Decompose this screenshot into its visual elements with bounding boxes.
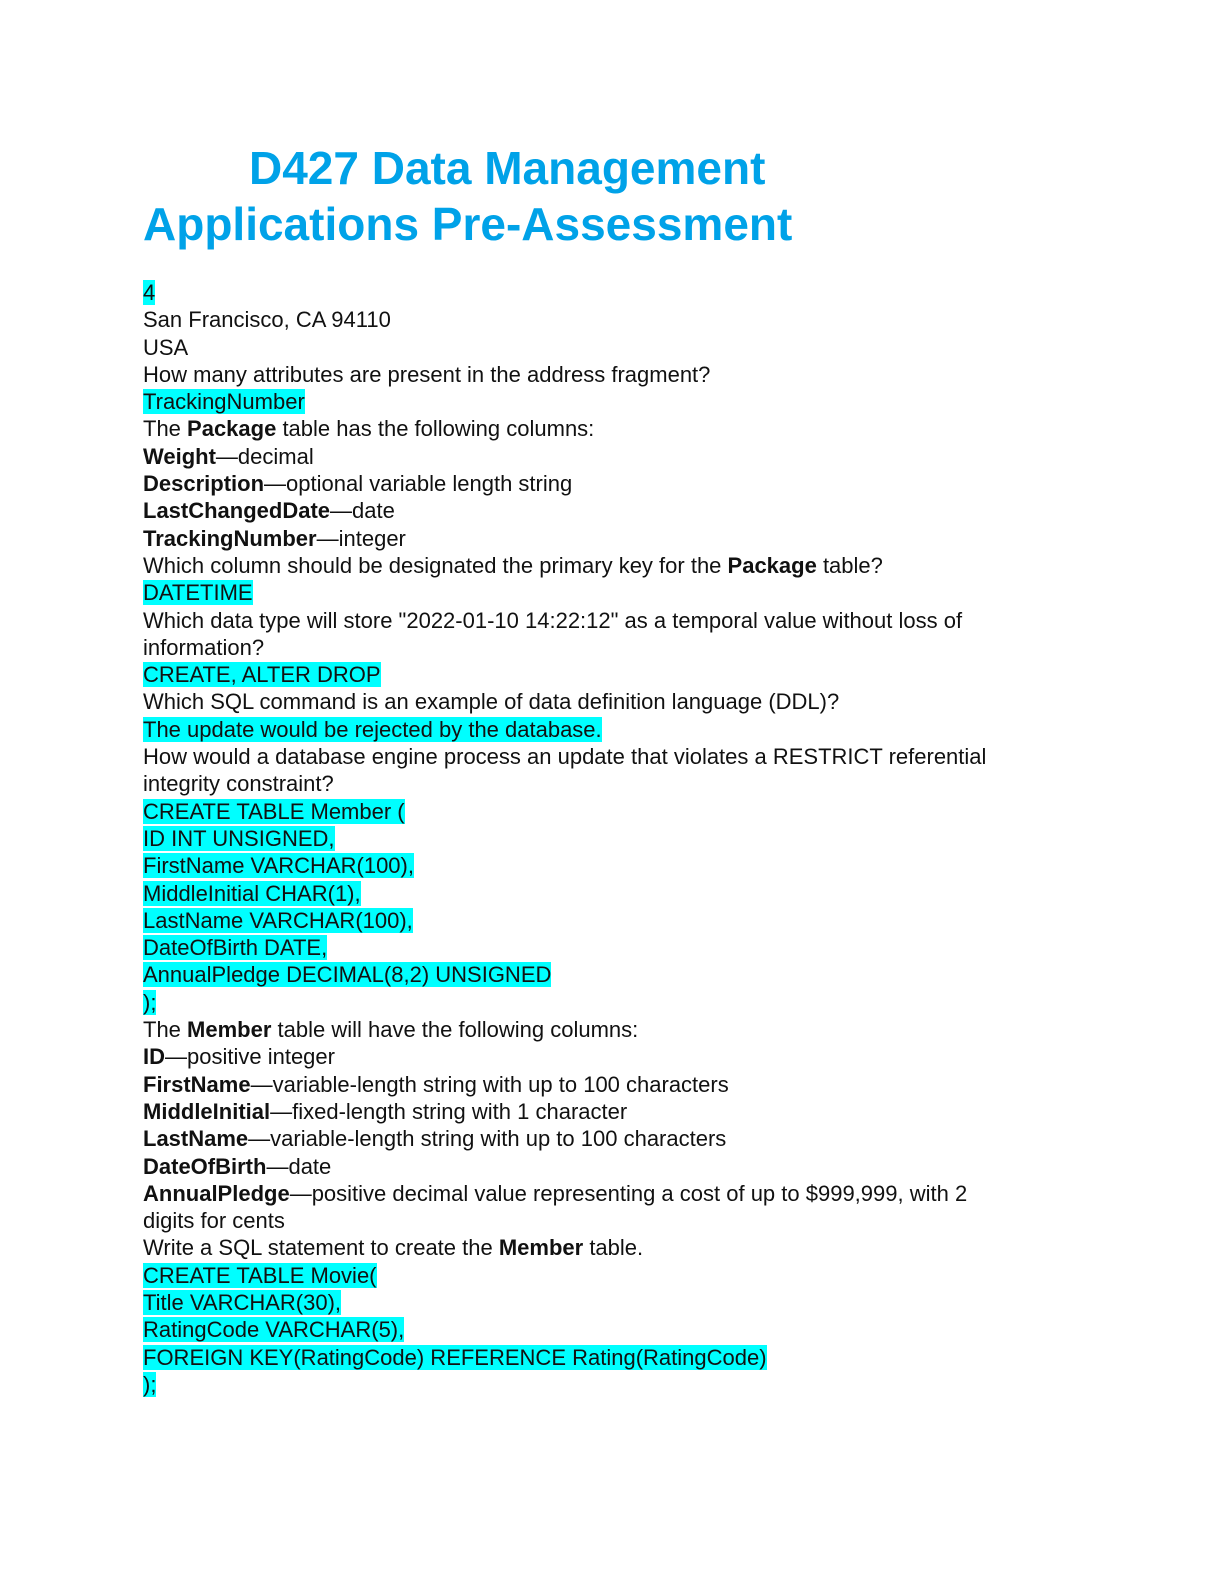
column-desc: —optional variable length string — [264, 471, 573, 497]
text-segment: table. — [583, 1235, 644, 1261]
highlighted-code: LastName VARCHAR(100), — [143, 907, 413, 933]
code-line — [143, 798, 1073, 825]
question-line: Which SQL command is an example of data definition language (DDL)? — [143, 689, 840, 715]
text-segment: table? — [816, 552, 883, 578]
text-segment: The — [143, 416, 188, 442]
column-desc: —fixed-length string with 1 character — [270, 1098, 628, 1124]
highlighted-code: ); — [143, 989, 157, 1015]
question-line: Which data type will store "2022-01-10 14:22:12" as a temporal value without loss of — [143, 607, 963, 633]
column-def — [143, 497, 1073, 524]
column-def — [143, 443, 1073, 470]
highlighted-answer: The update would be rejected by the database. — [143, 716, 602, 742]
column-name: ID — [143, 1044, 165, 1070]
highlighted-code: CREATE TABLE Movie( — [143, 1262, 377, 1288]
highlighted-code: AnnualPledge DECIMAL(8,2) UNSIGNED — [143, 962, 552, 988]
column-name: DateOfBirth — [143, 1153, 267, 1179]
column-def — [143, 1043, 1073, 1070]
question-line: information? — [143, 634, 265, 660]
question-line: How many attributes are present in the address fragment? — [143, 361, 711, 387]
document-body — [143, 279, 1073, 1398]
question-line: How would a database engine process an update that violates a RESTRICT referential — [143, 744, 987, 770]
text-segment: Which column should be designated the primary key for the — [143, 552, 728, 578]
column-def — [143, 1098, 1073, 1125]
column-desc: —date — [330, 498, 395, 524]
highlighted-code: FirstName VARCHAR(100), — [143, 853, 414, 879]
column-desc: —variable-length string with up to 100 characters — [248, 1126, 727, 1152]
text-segment: table has the following columns: — [276, 416, 595, 442]
table-name: Member — [187, 1017, 272, 1043]
table-name: Package — [187, 416, 277, 442]
text-line: digits for cents — [143, 1208, 285, 1234]
answer-line — [143, 579, 1073, 606]
code-line — [143, 825, 1073, 852]
column-def — [143, 470, 1073, 497]
text-line: USA — [143, 334, 189, 360]
code-line — [143, 907, 1073, 934]
column-def — [143, 1125, 1073, 1152]
column-name: Description — [143, 471, 265, 497]
column-def — [143, 1180, 1073, 1207]
highlighted-code: DateOfBirth DATE, — [143, 935, 328, 961]
code-line — [143, 852, 1073, 879]
highlighted-code: ); — [143, 1371, 157, 1397]
code-line — [143, 934, 1073, 961]
column-name: Weight — [143, 443, 216, 469]
column-name: LastName — [143, 1126, 249, 1152]
highlighted-code: ID INT UNSIGNED, — [143, 825, 335, 851]
column-desc: —positive decimal value representing a cost of up to $999,999, with 2 — [289, 1180, 968, 1206]
column-name: AnnualPledge — [143, 1180, 290, 1206]
highlighted-code: Title VARCHAR(30), — [143, 1289, 342, 1315]
highlighted-code: RatingCode VARCHAR(5), — [143, 1317, 405, 1343]
question-line — [143, 552, 1073, 579]
code-line — [143, 989, 1073, 1016]
code-line — [143, 1262, 1073, 1289]
highlighted-answer: 4 — [143, 280, 156, 305]
column-desc: —date — [266, 1153, 332, 1179]
column-name: FirstName — [143, 1071, 251, 1097]
answer-line — [143, 661, 1073, 688]
code-line — [143, 880, 1073, 907]
column-desc: —integer — [316, 525, 406, 551]
column-def — [143, 1153, 1073, 1180]
column-desc: —decimal — [215, 443, 314, 469]
column-def — [143, 1071, 1073, 1098]
column-def — [143, 525, 1073, 552]
code-line — [143, 961, 1073, 988]
question-line — [143, 1234, 1073, 1261]
answer-line — [143, 388, 1073, 415]
highlighted-answer: DATETIME — [143, 580, 253, 606]
text-line — [143, 1016, 1073, 1043]
highlighted-answer: TrackingNumber — [143, 389, 305, 415]
title-line-2: Applications Pre-Assessment — [143, 198, 793, 250]
column-desc: —positive integer — [165, 1044, 335, 1070]
text-segment: The — [143, 1017, 188, 1043]
column-desc: —variable-length string with up to 100 characters — [250, 1071, 729, 1097]
code-line — [143, 1344, 1073, 1371]
code-line — [143, 1316, 1073, 1343]
text-line — [143, 415, 1073, 442]
column-name: TrackingNumber — [143, 525, 317, 551]
highlighted-code: CREATE TABLE Member ( — [143, 798, 405, 824]
document-title — [143, 140, 1143, 252]
title-line-1: D427 Data Management — [249, 142, 766, 194]
question-line: integrity constraint? — [143, 771, 334, 797]
text-line: San Francisco, CA 94110 — [143, 307, 391, 333]
table-name: Package — [727, 552, 817, 578]
column-name: MiddleInitial — [143, 1098, 271, 1124]
answer-line — [143, 279, 1073, 306]
answer-line — [143, 716, 1073, 743]
code-line — [143, 1289, 1073, 1316]
text-segment: Write a SQL statement to create the — [143, 1235, 499, 1261]
column-name: LastChangedDate — [143, 498, 331, 524]
highlighted-code: MiddleInitial CHAR(1), — [143, 880, 361, 906]
table-name: Member — [498, 1235, 584, 1261]
text-segment: table will have the following columns: — [271, 1017, 639, 1043]
code-line — [143, 1371, 1073, 1398]
highlighted-code: FOREIGN KEY(RatingCode) REFERENCE Rating(RatingCode) — [143, 1344, 767, 1370]
highlighted-answer: CREATE, ALTER DROP — [143, 662, 381, 688]
